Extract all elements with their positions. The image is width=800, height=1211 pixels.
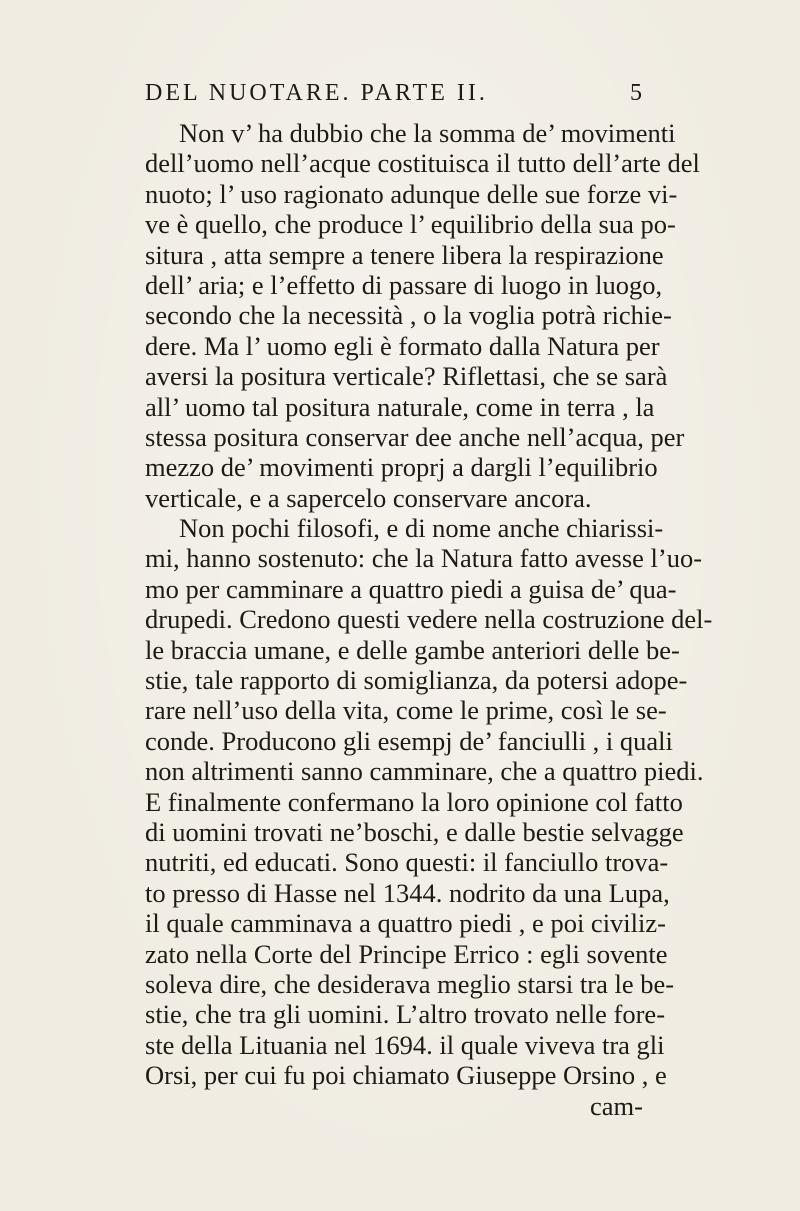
- text-line: Non v’ ha dubbio che la somma de’ movimenti: [179, 118, 676, 148]
- text-line: zato nella Corte del Principe Errico : egli sovente: [145, 938, 668, 969]
- text-line: mezzo de’ movimenti proprj a dargli l’equilibrio: [145, 452, 658, 483]
- text-line: secondo che la necessità , o la voglia potrà richie-: [145, 300, 672, 331]
- body-text: [145, 118, 713, 1121]
- running-head-title: DEL NUOTARE. PARTE II.: [145, 80, 488, 106]
- text-line: Orsi, per cui fu poi chiamato Giuseppe Orsino , e: [145, 1060, 667, 1091]
- text-line: aversi la positura verticale? Riflettasi, che se sarà: [145, 361, 668, 392]
- text-line: stessa positura conservar dee anche nell’acqua, per: [145, 421, 685, 452]
- text-line: all’ uomo tal positura naturale, come in terra , la: [145, 391, 655, 422]
- text-line: il quale camminava a quattro piedi , e poi civiliz-: [145, 908, 666, 939]
- text-line: conde. Producono gli esempj de’ fanciulli , i quali: [145, 725, 673, 756]
- text-line: situra , atta sempre a tenere libera la respirazione: [145, 239, 664, 270]
- text-line: E finalmente confermano la loro opinione col fatto: [145, 786, 683, 817]
- text-line: stie, che tra gli uomini. L’altro trovato nelle fore-: [145, 999, 666, 1030]
- text-line: to presso di Hasse nel 1344. nodrito da una Lupa,: [145, 877, 670, 908]
- text-line: Non pochi filosofi, e di nome anche chiarissi-: [179, 513, 664, 544]
- running-head: [145, 80, 645, 114]
- text-line: nuoto; l’ uso ragionato adunque delle sue forze vi-: [145, 178, 678, 209]
- text-line: stie, tale rapporto di somiglianza, da potersi adope-: [145, 665, 688, 696]
- text-line: dell’uomo nell’acque costituisca il tutto dell’arte del: [145, 148, 700, 179]
- text-line: ve è quello, che produce l’ equilibrio della sua po-: [145, 209, 676, 240]
- text-line: mo per camminare a quattro piedi a guisa de’ qua-: [145, 573, 677, 604]
- text-line: le braccia umane, e delle gambe anteriori delle be-: [145, 634, 680, 665]
- text-line: rare nell’uso della vita, come le prime, così le se-: [145, 695, 667, 726]
- text-line: mi, hanno sostenuto: che la Natura fatto avesse l’uo-: [145, 543, 703, 574]
- text-line: verticale, e a sapercelo conservare ancora.: [145, 482, 592, 513]
- page-number: 5: [630, 80, 645, 106]
- text-line: dere. Ma l’ uomo egli è formato dalla Natura per: [145, 330, 660, 361]
- text-line: soleva dire, che desiderava meglio starsi tra le be-: [145, 968, 675, 999]
- text-line: non altrimenti sanno camminare, che a quattro piedi.: [145, 756, 704, 787]
- text-line: nutriti, ed educati. Sono questi: il fanciullo trova-: [145, 847, 669, 878]
- text-line: ste della Lituania nel 1694. il quale viveva tra gli: [145, 1029, 665, 1060]
- text-line: drupedi. Credono questi vedere nella costruzione del-: [145, 604, 713, 635]
- catchword: cam-: [590, 1090, 643, 1121]
- text-line: dell’ aria; e l’effetto di passare di luogo in luogo,: [145, 269, 663, 300]
- text-line: di uomini trovati ne’boschi, e dalle bestie selvagge: [145, 816, 684, 847]
